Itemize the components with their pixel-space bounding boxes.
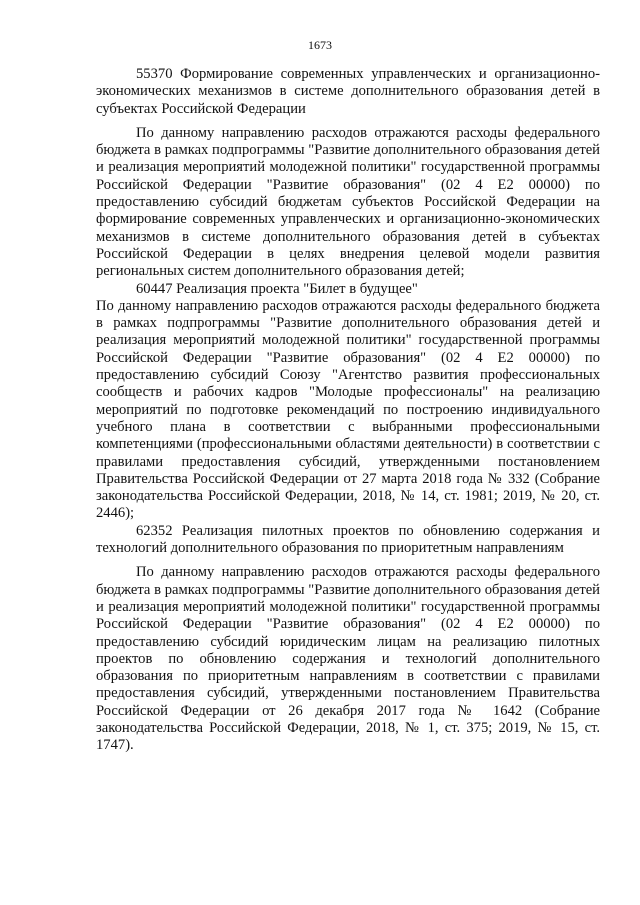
heading-62352: 62352 Реализация пилотных проектов по обновлению содержания и технологий дополнительного образования по приоритетным направлениям — [96, 522, 600, 557]
document-body — [96, 66, 600, 755]
heading-60447: 60447 Реализация проекта "Билет в будущее" — [136, 280, 418, 297]
paragraph-60447-description: По данному направлению расходов отражаются расходы федерального бюджета в рамках подпрограммы "Развитие дополнительного образования детей и реализация мероприятий молодежной политики" государственной программы Российской Федерации "Развитие образования" (02 4 Е2 00000) по предоставлению субсидий Союзу "Агентство развития профессиональных сообществ и рабочих кадров "Молодые профессионалы" на реализацию мероприятий по подготовке рекомендаций по построению индивидуального учебного плана в соответствии с выбранными профессиональными компетенциями (профессиональными областями деятельности) в соответствии с правилами предоставления субсидий, утвержденными постановлением Правительства Российской Федерации от 27 марта 2018 года № 332 (Собрание законодательства Российской Федерации, 2018, № 14, ст. 1981; 2019, № 20, ст. 2446); — [96, 297, 600, 522]
paragraph-55370-description: По данному направлению расходов отражаются расходы федерального бюджета в рамках подпрограммы "Развитие дополнительного образования детей и реализация мероприятий молодежной политики" государственной программы Российской Федерации "Развитие образования" (02 4 Е2 00000) по предоставлению субсидий бюджетам субъектов Российской Федерации на формирование современных управленческих и организационно-экономических механизмов в системе дополнительного образования детей в субъектах Российской Федерации в целях внедрения целевой модели развития региональных систем дополнительного образования детей; — [96, 124, 600, 280]
page-number: 1673 — [308, 38, 332, 52]
heading-55370: 55370 Формирование современных управленческих и организационно-экономических механизмов в системе дополнительного образования детей в субъектах Российской Федерации — [96, 66, 600, 117]
paragraph-62352-description: По данному направлению расходов отражаются расходы федерального бюджета в рамках подпрограммы "Развитие дополнительного образования детей и реализация мероприятий молодежной политики" государственной программы Российской Федерации "Развитие образования" (02 4 Е2 00000) по предоставлению субсидий юридическим лицам на реализацию пилотных проектов по обновлению содержания и технологий дополнительного образования по приоритетным направлениям в соответствии с правилами предоставления субсидий, утвержденными постановлением Правительства Российской Федерации от 26 декабря 2017 года № 1642 (Собрание законодательства Российской Федерации, 2018, № 1, ст. 375; 2019, № 15, ст. 1747). — [96, 564, 600, 754]
